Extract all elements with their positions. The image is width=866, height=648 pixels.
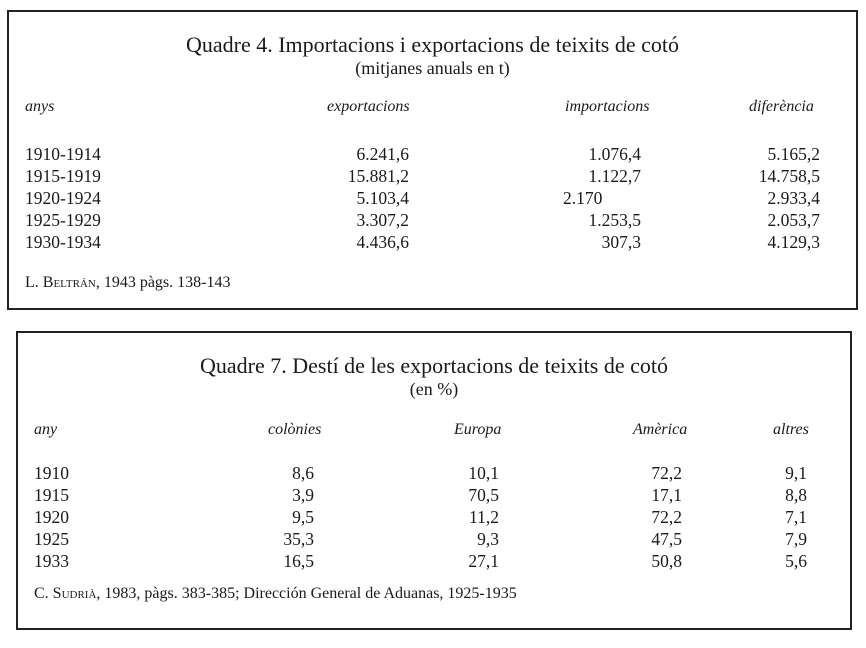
cell-america: 50,8 — [651, 551, 682, 571]
cell-exportacions: 3.307,2 — [356, 210, 409, 230]
cell-importacions: 1.076,4 — [588, 144, 641, 164]
cell-america: 72,2 — [651, 507, 682, 527]
source-reference: , 1943 pàgs. 138-143 — [95, 274, 231, 291]
cell-diferencia: 5.165,2 — [767, 144, 820, 164]
cell-colonies: 8,6 — [292, 463, 314, 483]
cell-colonies: 3,9 — [292, 485, 314, 505]
cell-anys: 1930-1934 — [25, 232, 101, 252]
cell-any: 1933 — [34, 551, 69, 571]
cell-any: 1920 — [34, 507, 69, 527]
source-reference: , 1983, pàgs. 383-385; Dirección General de Aduanas, 1925-1935 — [96, 585, 517, 602]
cell-altres: 9,1 — [785, 463, 807, 483]
cell-america: 72,2 — [651, 463, 682, 483]
table-subtitle: (en %) — [409, 379, 459, 399]
header-diferencia: diferència — [749, 98, 814, 115]
cell-altres: 5,6 — [785, 551, 807, 571]
header-europa: Europa — [454, 421, 502, 438]
cell-anys: 1915-1919 — [25, 166, 101, 186]
table-subtitle: (mitjanes anuals en t) — [355, 58, 510, 78]
cell-europa: 9,3 — [477, 529, 499, 549]
cell-any: 1925 — [34, 529, 69, 549]
cell-anys: 1910-1914 — [25, 144, 101, 164]
header-altres: altres — [773, 421, 809, 438]
cell-altres: 7,9 — [785, 529, 807, 549]
cell-exportacions: 4.436,6 — [356, 232, 409, 252]
table-quadre-4 — [7, 10, 858, 310]
cell-altres: 7,1 — [785, 507, 807, 527]
table-title: Quadre 7. Destí de les exportacions de teixits de cotó — [200, 353, 668, 378]
cell-america: 17,1 — [651, 485, 682, 505]
table-title: Quadre 4. Importacions i exportacions de teixits de cotó — [185, 32, 680, 57]
cell-diferencia: 2.933,4 — [767, 188, 820, 208]
cell-exportacions: 15.881,2 — [347, 166, 409, 186]
cell-importacions: 1.122,7 — [588, 166, 641, 186]
cell-diferencia: 14.758,5 — [758, 166, 820, 186]
cell-america: 47,5 — [651, 529, 682, 549]
cell-europa: 11,2 — [469, 507, 499, 527]
cell-europa: 70,5 — [468, 485, 499, 505]
cell-europa: 10,1 — [468, 463, 499, 483]
table-source — [25, 274, 230, 292]
source-author: L. Beltrán — [25, 274, 96, 291]
cell-importacions: 307,3 — [601, 232, 641, 252]
table-source — [34, 585, 517, 603]
header-colonies: colònies — [268, 421, 322, 438]
cell-colonies: 16,5 — [283, 551, 314, 571]
cell-colonies: 35,3 — [283, 529, 314, 549]
cell-europa: 27,1 — [468, 551, 499, 571]
cell-importacions: 2.170 — [563, 188, 603, 208]
cell-exportacions: 5.103,4 — [356, 188, 409, 208]
header-importacions: importacions — [565, 98, 650, 115]
cell-diferencia: 4.129,3 — [767, 232, 820, 252]
cell-diferencia: 2.053,7 — [767, 210, 820, 230]
cell-importacions: 1.253,5 — [588, 210, 641, 230]
cell-altres: 8,8 — [785, 485, 807, 505]
cell-exportacions: 6.241,6 — [356, 144, 409, 164]
header-anys: anys — [25, 98, 55, 115]
header-america: Amèrica — [633, 421, 688, 438]
cell-any: 1915 — [34, 485, 69, 505]
cell-any: 1910 — [34, 463, 69, 483]
table-quadre-7 — [16, 331, 852, 630]
header-any: any — [34, 421, 58, 438]
header-exportacions: exportacions — [327, 98, 410, 115]
cell-anys: 1920-1924 — [25, 188, 101, 208]
cell-anys: 1925-1929 — [25, 210, 101, 230]
cell-colonies: 9,5 — [292, 507, 314, 527]
source-author: C. Sudrià — [34, 585, 97, 602]
